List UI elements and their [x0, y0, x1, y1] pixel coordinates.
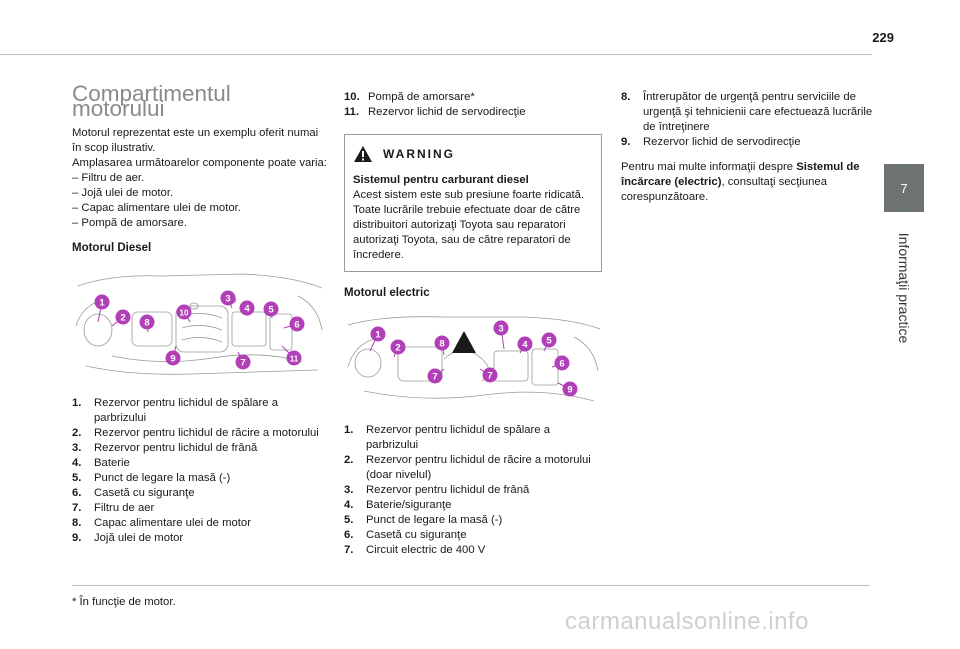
item-number: 2.	[344, 454, 354, 466]
callout-number: 10	[179, 308, 189, 318]
item-number: 5.	[72, 472, 82, 484]
item-number: 6.	[72, 487, 82, 499]
item-text: Circuit electric de 400 V	[366, 544, 486, 556]
item-text: Rezervor pentru lichidul de spălare a parbrizului	[94, 397, 278, 424]
list-item	[72, 456, 327, 471]
list-item	[72, 396, 327, 426]
chapter-tab[interactable]	[884, 164, 924, 212]
footnote-divider	[72, 585, 870, 586]
list-item	[344, 423, 602, 453]
list-item	[344, 498, 602, 513]
more-info-text	[621, 160, 879, 205]
list-item	[344, 90, 602, 105]
item-text: Rezervor lichid de servodirecţie	[643, 136, 801, 148]
high-voltage-warning-icon	[452, 331, 476, 353]
diesel-component-list	[72, 396, 327, 546]
watermark: carmanualsonline.info	[565, 608, 809, 635]
item-text: Rezervor pentru lichidul de răcire a motorului	[94, 427, 319, 439]
item-number: 8.	[621, 91, 631, 103]
warning-text: Toate lucrările trebuie efectuate doar de către distribuitori autorizaţi Toyota sau reparatori autorizaţi Toyota, sau de către reparatori de încredere.	[353, 204, 581, 261]
warning-text: Acest sistem este sub presiune foarte ridicată.	[353, 189, 585, 201]
list-item	[72, 426, 327, 441]
item-text: Punct de legare la masă (-)	[366, 514, 503, 526]
item-number: 1.	[72, 397, 82, 409]
callout-number: 3	[225, 293, 231, 305]
callout-number: 4	[244, 303, 250, 315]
item-number: 8.	[72, 517, 82, 529]
intro-line: – Jojă ulei de motor.	[72, 187, 174, 199]
intro-text	[72, 126, 327, 231]
callout-number: 2	[120, 312, 126, 324]
callout-number: 5	[268, 304, 274, 316]
more-info-suffix: , consultaţi secţiunea corespunzătoare.	[621, 176, 827, 203]
header-divider	[0, 54, 872, 55]
item-text: Casetă cu siguranţe	[94, 487, 195, 499]
item-text: Întrerupător de urgenţă pentru serviciile de urgenţă şi tehnicienii care efectuează lucrările de întreţinere	[643, 91, 873, 133]
electric-heading: Motorul electric	[344, 287, 430, 299]
list-item	[344, 543, 602, 558]
item-number: 2.	[72, 427, 82, 439]
item-text: Jojă ulei de motor	[94, 532, 184, 544]
warning-header	[353, 145, 593, 163]
footnote: * În funcţie de motor.	[72, 596, 176, 608]
list-item	[344, 453, 602, 483]
list-item	[72, 471, 327, 486]
diesel-heading: Motorul Diesel	[72, 242, 152, 254]
item-number: 1.	[344, 424, 354, 436]
list-item	[72, 516, 327, 531]
callout-number: 7	[240, 357, 246, 369]
page-number: 229	[872, 30, 894, 45]
item-text: Rezervor pentru lichidul de frână	[94, 442, 258, 454]
item-text: Punct de legare la masă (-)	[94, 472, 231, 484]
item-number: 9.	[72, 532, 82, 544]
callout-number: 11	[289, 354, 299, 364]
item-text: Capac alimentare ulei de motor	[94, 517, 251, 529]
list-item	[72, 501, 327, 516]
callout-number: 6	[294, 319, 300, 331]
item-number: 3.	[344, 484, 354, 496]
intro-line: Amplasarea următoarelor componente poate varia:	[72, 157, 327, 169]
list-item	[344, 513, 602, 528]
intro-line: Motorul reprezentat este un exemplu oferit numai în scop ilustrativ.	[72, 127, 319, 154]
callout-number: 4	[522, 339, 528, 351]
item-number: 5.	[344, 514, 354, 526]
callout-number: 5	[546, 335, 552, 347]
item-number: 11.	[344, 106, 360, 118]
callout-number: 9	[170, 353, 176, 365]
list-item	[344, 528, 602, 543]
item-number: 10.	[344, 91, 360, 103]
warning-subtitle: Sistemul pentru carburant diesel	[353, 174, 529, 186]
column-3	[621, 90, 879, 205]
callout-number: 8	[439, 338, 445, 350]
electric-component-list	[344, 423, 602, 558]
callout-number: 7	[487, 370, 493, 382]
callout-number: 1	[99, 297, 105, 309]
item-number: 4.	[344, 499, 354, 511]
column-1	[72, 81, 327, 546]
item-number: 6.	[344, 529, 354, 541]
intro-line: – Filtru de aer.	[72, 172, 145, 184]
more-info-link[interactable]: Sistemul de încărcare (electric)	[621, 161, 860, 188]
list-item	[344, 105, 602, 120]
warning-title: WARNING	[383, 146, 455, 161]
item-text: Rezervor pentru lichidul de spălare a parbrizului	[366, 424, 550, 451]
list-item	[72, 531, 327, 546]
list-item	[621, 90, 879, 135]
page-title: Compartimentul motorului	[72, 81, 231, 121]
diesel-callouts	[95, 291, 305, 370]
warning-box	[344, 134, 602, 272]
item-text: Casetă cu siguranţe	[366, 529, 467, 541]
callout-number: 7	[432, 371, 438, 383]
list-item	[621, 135, 879, 150]
list-item	[344, 483, 602, 498]
chapter-label	[884, 218, 924, 358]
item-text: Filtru de aer	[94, 502, 155, 514]
callout-number: 3	[498, 323, 504, 335]
chapter-label-text: Informaţii practice	[896, 232, 913, 344]
callout-number: 6	[559, 358, 565, 370]
callout-number: 2	[395, 342, 401, 354]
electric-engine-illustration	[344, 311, 602, 411]
intro-line: – Capac alimentare ulei de motor.	[72, 202, 241, 214]
callout-number: 8	[144, 317, 150, 329]
item-text: Rezervor lichid de servodirecţie	[368, 106, 526, 118]
list-item	[72, 486, 327, 501]
intro-line: – Pompă de amorsare.	[72, 217, 187, 229]
column-2	[344, 90, 602, 558]
item-number: 4.	[72, 457, 82, 469]
item-number: 7.	[344, 544, 354, 556]
item-text: Rezervor pentru lichidul de frână	[366, 484, 530, 496]
list-item	[72, 441, 327, 456]
item-text: Baterie/siguranţe	[366, 499, 452, 511]
item-text: Rezervor pentru lichidul de răcire a motorului (doar nivelul)	[366, 454, 591, 481]
warning-triangle-icon	[353, 145, 373, 163]
callout-number: 1	[375, 329, 381, 341]
item-number: 3.	[72, 442, 82, 454]
diesel-engine-illustration	[72, 266, 327, 384]
item-number: 7.	[72, 502, 82, 514]
more-info-prefix: Pentru mai multe informaţii despre	[621, 161, 797, 173]
callout-number: 9	[567, 384, 573, 396]
item-text: Baterie	[94, 457, 130, 469]
item-number: 9.	[621, 136, 631, 148]
chapter-number: 7	[900, 180, 908, 196]
item-text: Pompă de amorsare*	[368, 91, 475, 103]
